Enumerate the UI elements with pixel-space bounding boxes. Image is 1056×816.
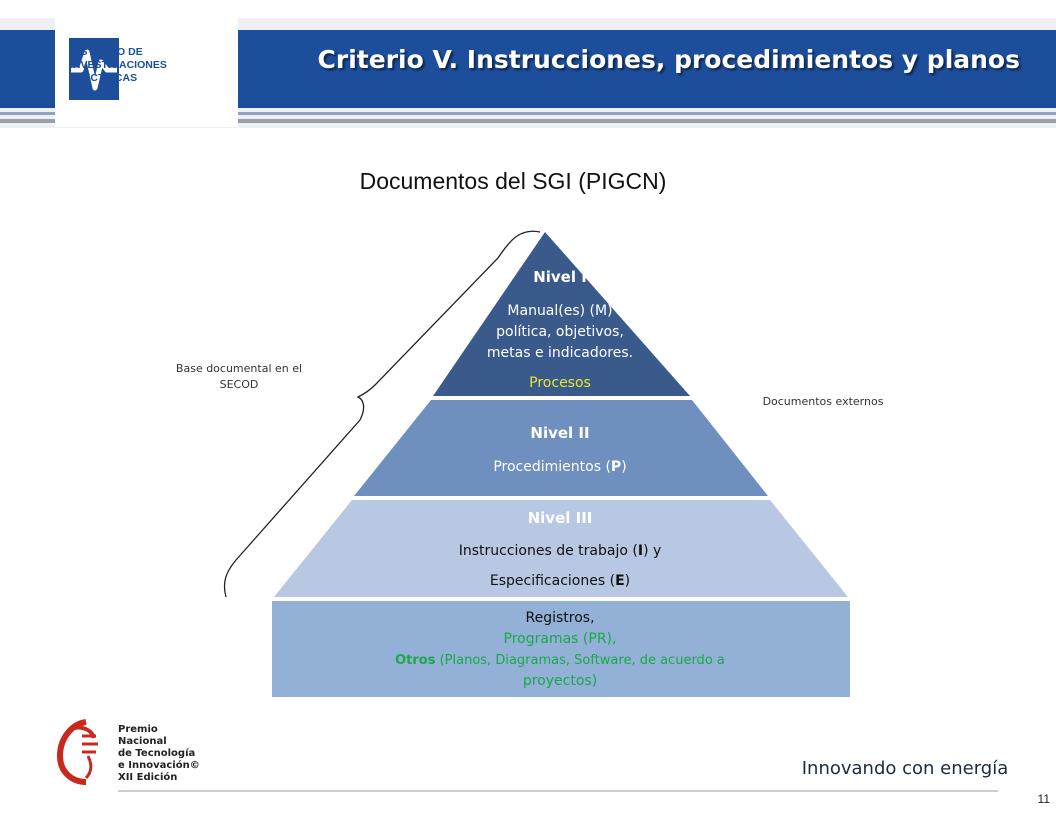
level-2-shape xyxy=(354,400,768,496)
base-line-3: Otros (Planos, Diagramas, Software, de acuerdo a xyxy=(395,653,725,668)
premio-line-2: Nacional xyxy=(118,736,167,747)
level-2-text: Procedimientos (P) xyxy=(493,459,627,475)
level-3-line-2: Especificaciones (E) xyxy=(489,573,631,589)
level-1-line-1: Manual(es) (M) xyxy=(507,303,613,319)
premio-line-3: de Tecnología xyxy=(118,748,196,759)
footer-divider xyxy=(118,790,998,792)
logo-line-2: INVESTIGACIONES xyxy=(70,59,167,71)
base-line-4: proyectos) xyxy=(522,673,598,689)
logo-line-3: ELECTRICAS xyxy=(70,72,138,84)
level-1-line-3: metas e indicadores. xyxy=(486,345,634,361)
left-label: Base documental en el SECOD xyxy=(175,362,303,391)
level-1-procesos: Procesos xyxy=(529,375,591,391)
right-label: Documentos externos xyxy=(762,395,884,408)
premio-line-5: XII Edición xyxy=(118,772,178,783)
level-1-title: Nivel I xyxy=(533,268,587,286)
premio-line-1: Premio xyxy=(118,724,158,735)
logo-line-1: INSTITUTO DE xyxy=(70,46,143,58)
diagram-title: Documentos del SGI (PIGCN) xyxy=(359,168,667,194)
base-line-1: Registros, xyxy=(525,610,595,626)
level-3-line-1: Instrucciones de trabajo (I) y xyxy=(458,543,662,559)
premio-line-4: e Innovación© xyxy=(118,760,200,771)
base-line-2: Programas (PR), xyxy=(503,631,617,647)
premio-text xyxy=(118,724,218,784)
premio-logo-icon xyxy=(52,716,116,788)
level-1-line-2: política, objetivos, xyxy=(496,324,624,340)
page-number: 11 xyxy=(1037,792,1050,806)
footer-slogan: Innovando con energía xyxy=(801,758,1009,779)
level-3-title: Nivel III xyxy=(527,509,593,527)
level-2-title: Nivel II xyxy=(530,424,590,442)
slide-title: Criterio V. Instrucciones, procedimientos y planos xyxy=(317,45,1020,74)
